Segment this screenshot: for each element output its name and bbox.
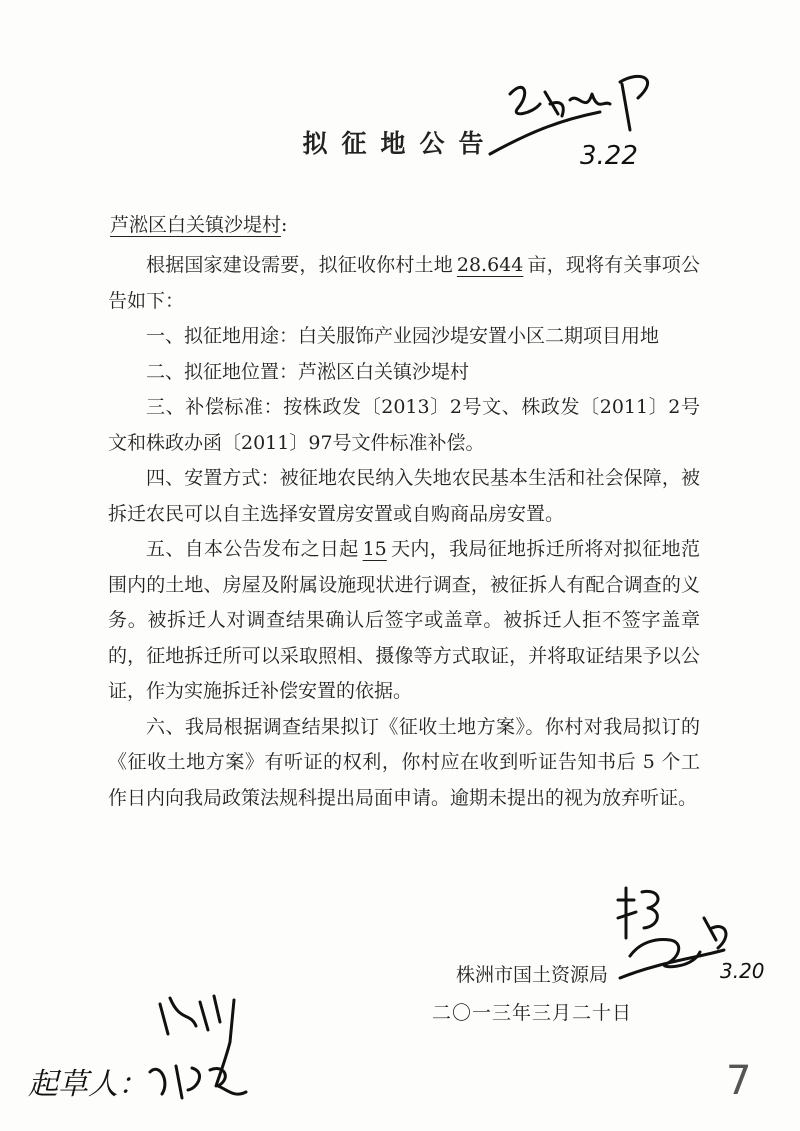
land-area: 28.644 (456, 254, 524, 276)
addressee-name: 芦淞区白关镇沙堤村 (110, 214, 282, 236)
item-location: 二、拟征地位置：芦淞区白关镇沙堤村 (146, 360, 470, 383)
item-resettlement: 四、安置方式：被征地农民纳入失地农民基本生活和社会保障，被拆迁农民可以自主选择安置房安置或自购商品房安置。 (108, 467, 700, 525)
issue-date: 二〇一三年三月二十日 (432, 1002, 633, 1024)
notice-body (108, 248, 700, 816)
addressee-colon: : (281, 214, 288, 236)
addressee (110, 210, 287, 237)
drafter-label: 起草人： (28, 1067, 148, 1102)
item-compensation: 三、补偿标准：按株政发〔2013〕2号文、株政发〔2011〕2号文和株政办函〔2011〕97号文件标准补偿。 (108, 396, 700, 454)
page-title: 拟征地公告 (302, 129, 498, 158)
item-survey: 五、自本公告发布之日起 15 天内，我局征地拆迁所将对拟征地范围内的土地、房屋及附属设施现状进行调查，被征拆人有配合调查的义务。被拆迁人对调查结果确认后签字或盖章。被拆迁人拒不签字盖章的，征地拆迁所可以采取照相、摄像等方式取证，并将取证结果予以公证，作为实施拆迁补偿安置的依据。 (108, 538, 700, 702)
item-hearing: 六、我局根据调查结果拟订《征收土地方案》。你村对我局拟订的《征收土地方案》有听证的权利，你村应在收到听证告知书后 5 个工作日内向我局政策法规科提出局面申请。逾期未提出的视为放弃听证。 (108, 715, 700, 809)
page-number: 7 (726, 1058, 752, 1104)
top-signature (470, 64, 670, 174)
issuer: 株洲市国土资源局 (456, 964, 609, 986)
top-signature-date: 3.22 (580, 141, 638, 171)
intro-paragraph: 根据国家建设需要，拟征收你村土地 28.644 亩，现将有关事项公告如下： (108, 254, 700, 312)
item-purpose: 一、拟征地用途：白关服饰产业园沙堤安置小区二期项目用地 (146, 325, 660, 347)
drafter-signature (20, 982, 280, 1122)
survey-days: 15 (362, 538, 387, 560)
approval-signature-date: 3.20 (720, 959, 765, 983)
approval-signature (600, 878, 780, 998)
